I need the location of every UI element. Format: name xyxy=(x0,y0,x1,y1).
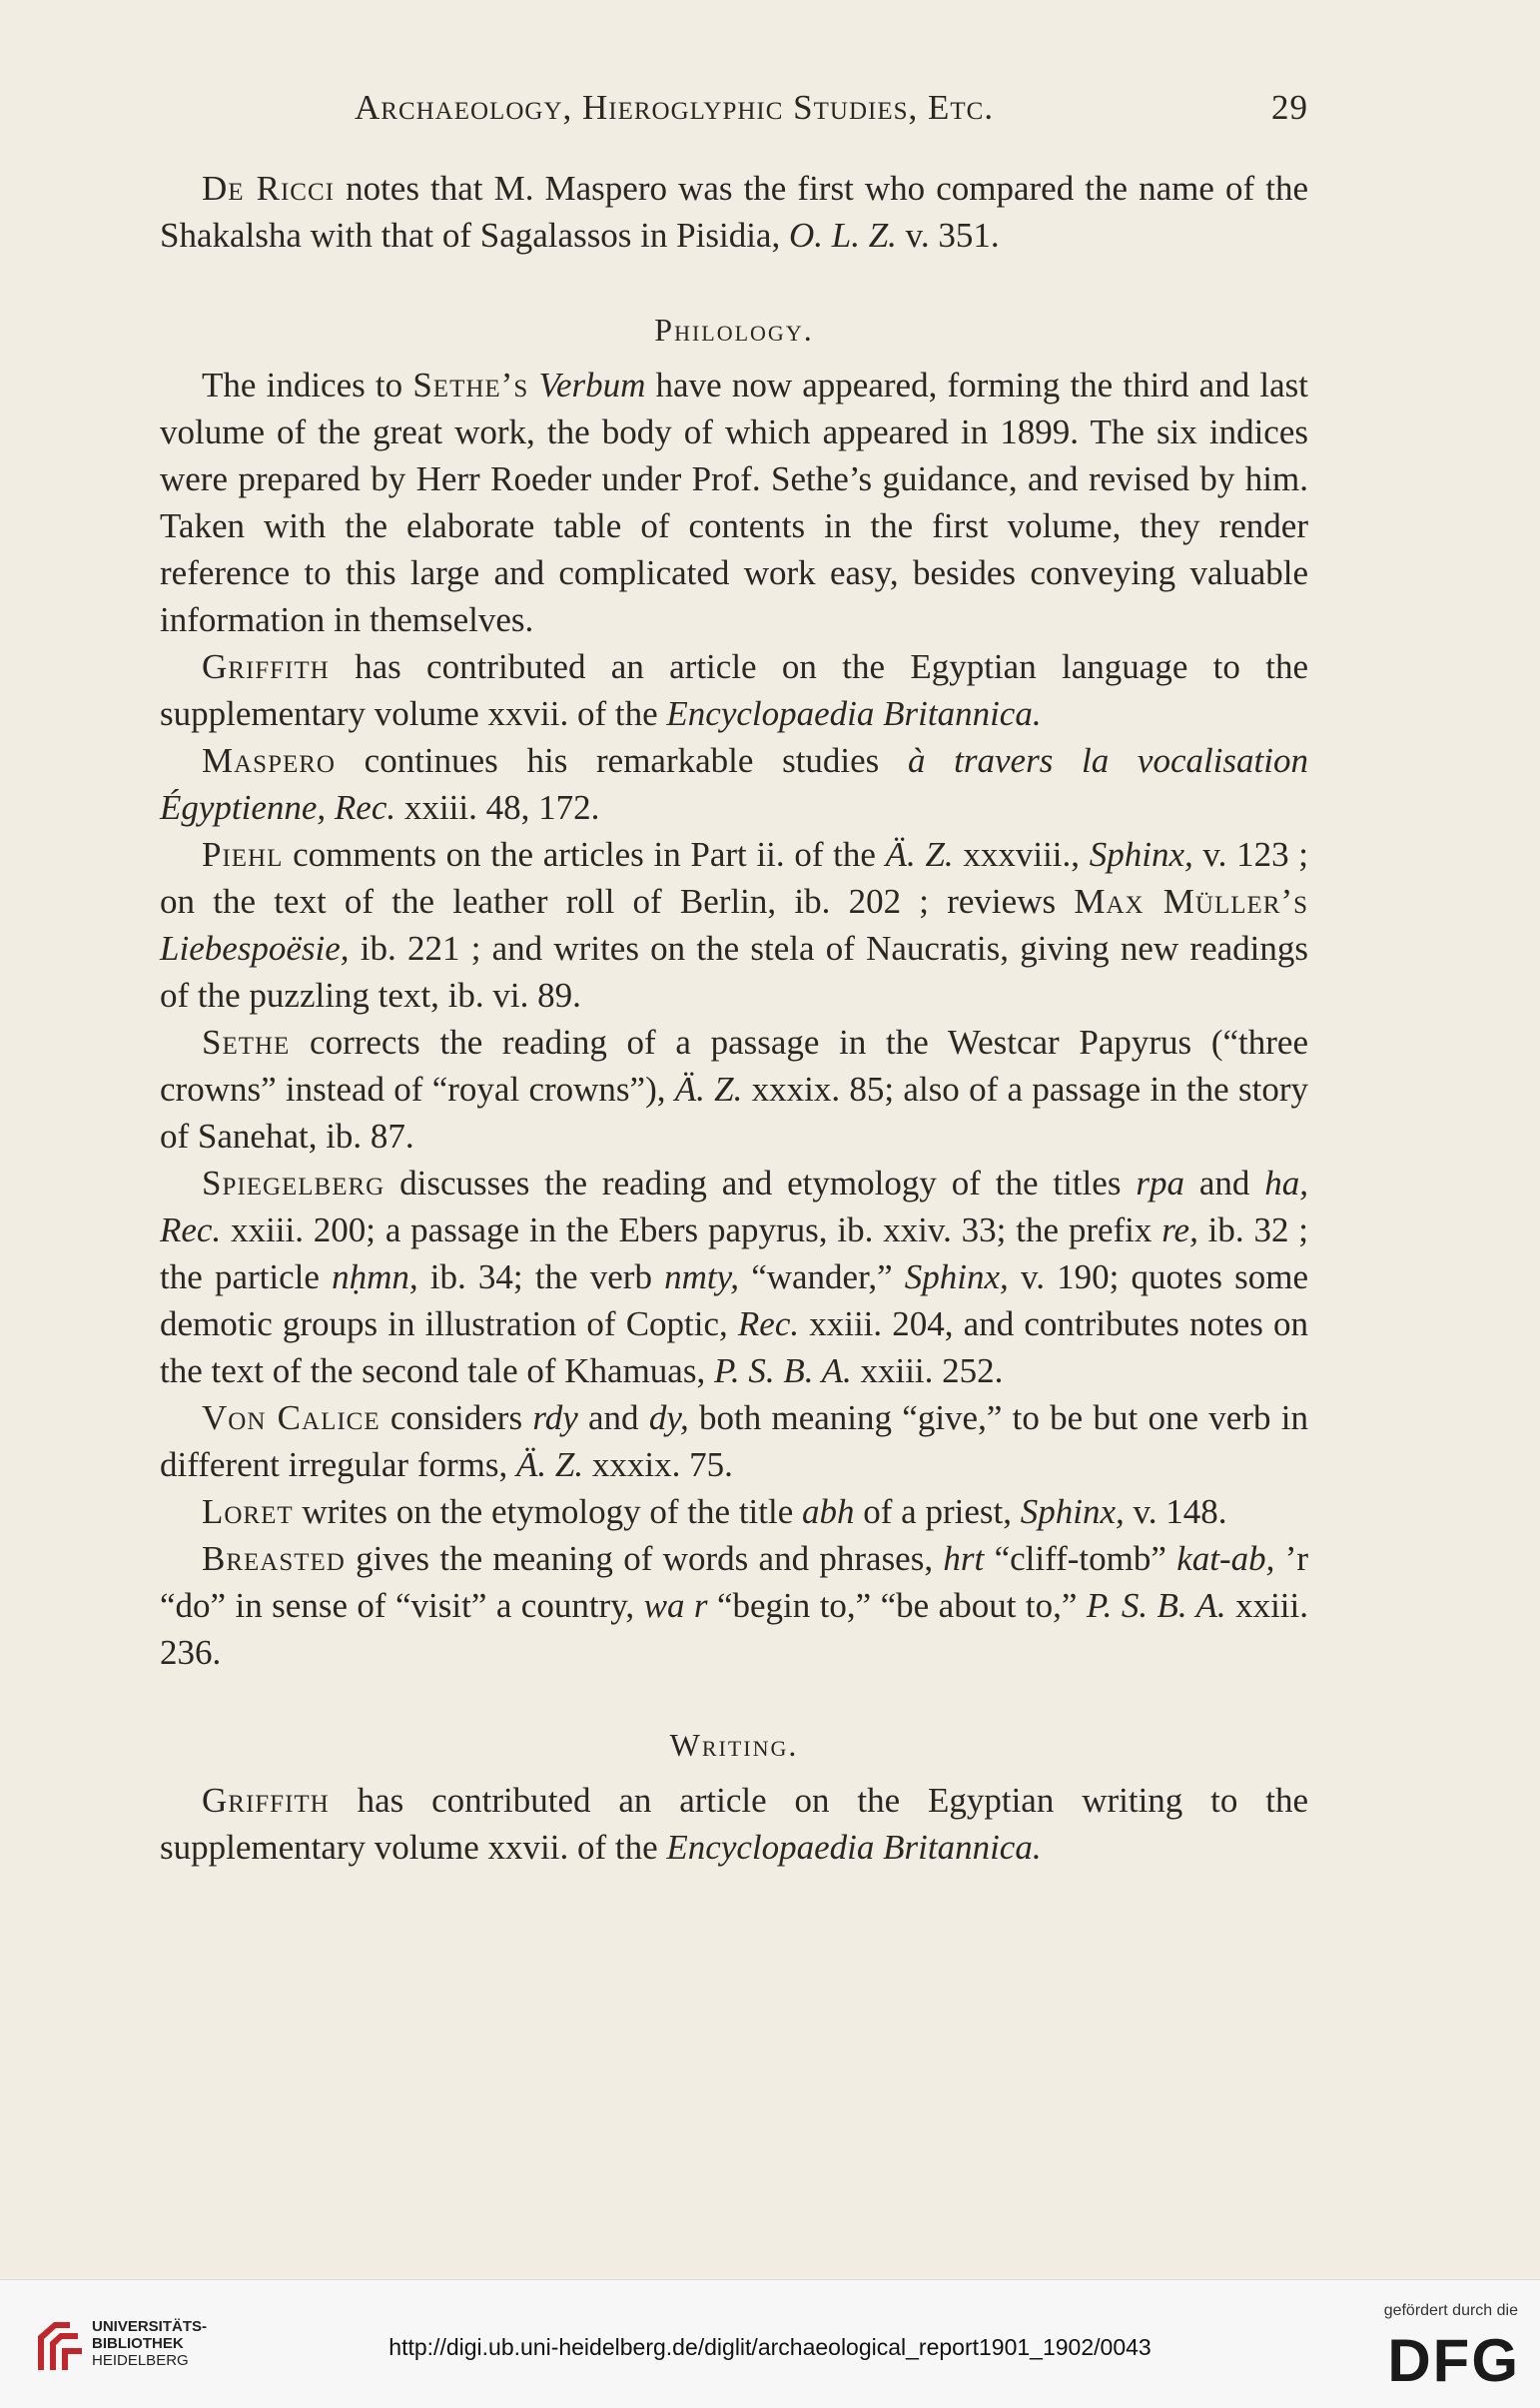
paragraph-loret: Loret writes on the etymology of the title abh of a priest, Sphinx, v. 148. xyxy=(202,1492,1227,1531)
paragraph-spiegelberg: Spiegelberg discusses the reading and etymology of the titles rpa and ha, Rec. xxiii. 200; a passage in the Ebers papyrus, ib. xxiv. 33; the prefix re, ib. 32 ; the particle nḥmn, ib. 34; the verb nmty, “wander,” Sphinx, v. 190; quotes some demotic groups in illustration of Coptic, Rec. xxiii. 204, and contributes notes on the text of the second tale of Khamuas, P. S. B. A. xxiii. 252. xyxy=(160,1164,1308,1390)
paragraph-maspero: Maspero continues his remarkable studies à travers la vocalisation Égyptienne, Rec. xxiii. 48, 172. xyxy=(160,741,1309,827)
author-name: De Ricci xyxy=(202,169,335,208)
paragraph-piehl: Piehl comments on the articles in Part ii. of the Ä. Z. xxxviii., Sphinx, v. 123 ; on the text of the leather roll of Berlin, ib. 202 ; reviews Max Müller’s Liebespoësie, ib. 221 ; and writes on the stela of Naucratis, giving new readings of the puzzling text, ib. vi. 89. xyxy=(160,835,1309,1015)
permalink-url[interactable]: http://digi.ub.uni-heidelberg.de/diglit/archaeological_report1901_1902/0043 xyxy=(388,2334,1152,2360)
digitization-footer xyxy=(0,2279,1540,2408)
paragraph-griffith-language: Griffith has contributed an article on the Egyptian language to the supplementary volume xxvii. of the Encyclopaedia Britannica. xyxy=(160,647,1308,733)
paragraph-intro: De Ricci notes that M. Maspero was the first who compared the name of the Shakalsha with that of Sagalassos in Pisidia, O. L. Z. v. 351. xyxy=(160,169,1308,255)
paragraph-griffith-writing: Griffith has contributed an article on the Egyptian writing to the supplementary volume xxvii. of the Encyclopaedia Britannica. xyxy=(160,1781,1308,1867)
text-body xyxy=(160,165,1308,1871)
page-number: 29 xyxy=(1271,88,1308,127)
funding-note: gefördert durch die xyxy=(1383,2302,1518,2319)
paragraph-sethe-verbum: The indices to Sethe’s Verbum have now appeared, forming the third and last volume of the great work, the body of which appeared in 1899. The six indices were prepared by Herr Roeder under Prof. Sethe’s guidance, and revised by him. Taken with the elaborate table of contents in the first volume, they render reference to this large and complicated work easy, besides conveying valuable information in themselves. xyxy=(160,366,1309,639)
paragraph-breasted: Breasted gives the meaning of words and phrases, hrt “cliff-tomb” kat-ab, ’r “do” in sense of “visit” a country, wa r “begin to,” “be about to,” P. S. B. A. xxiii. 236. xyxy=(160,1539,1309,1672)
paragraph-sethe-westcar: Sethe corrects the reading of a passage in the Westcar Papyrus (“three crowns” instead of “royal crowns”), Ä. Z. xxxix. 85; also of a passage in the story of Sanehat, ib. 87. xyxy=(160,1023,1308,1156)
section-heading-philology: Philology. xyxy=(654,312,814,348)
running-header xyxy=(160,88,1308,138)
dfg-logo: DFG xyxy=(1387,2327,1520,2394)
library-name: UNIVERSITÄTS- BIBLIOTHEK HEIDELBERG xyxy=(92,2318,208,2369)
running-title: Archaeology, Hieroglyphic Studies, Etc. xyxy=(355,88,995,127)
paragraph-von-calice: Von Calice considers rdy and dy, both meaning “give,” to be but one verb in different irregular forms, Ä. Z. xxxix. 75. xyxy=(160,1398,1308,1484)
section-heading-writing: Writing. xyxy=(669,1727,799,1763)
